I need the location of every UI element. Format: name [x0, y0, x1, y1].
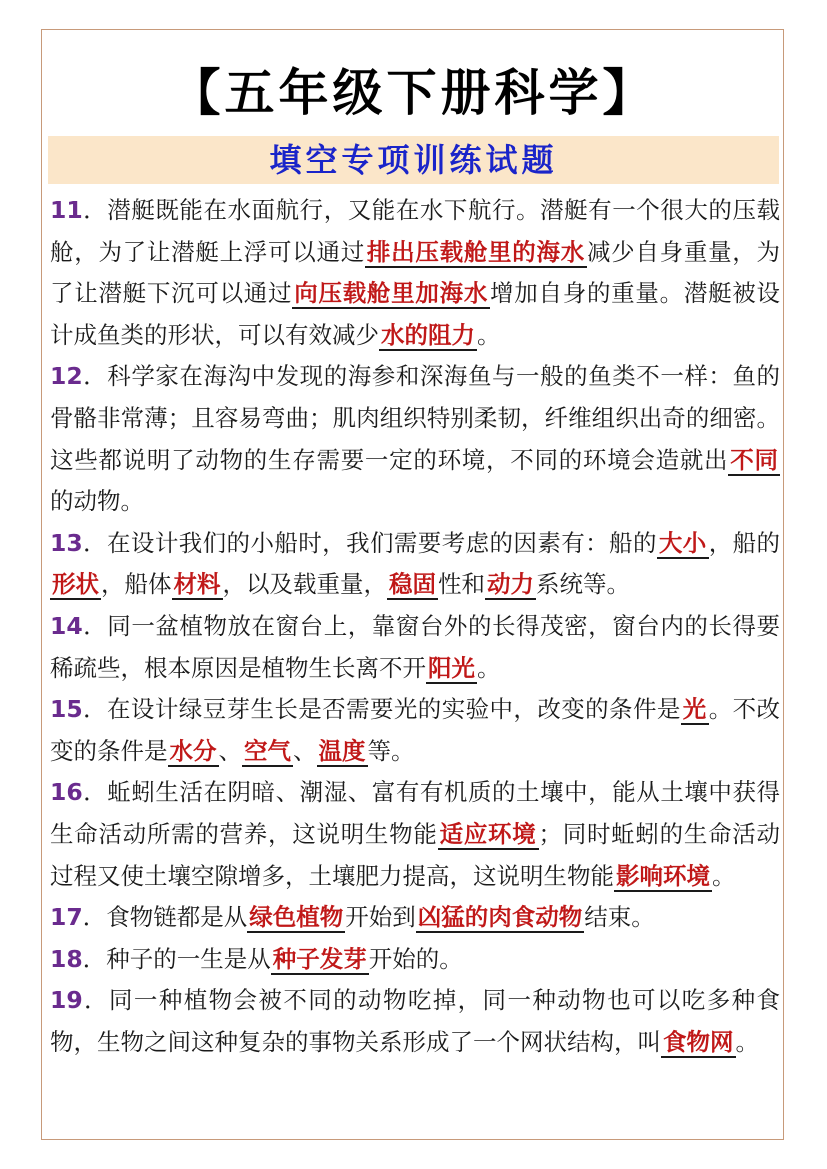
- question-text: 、: [218, 736, 242, 765]
- question-text: ．科学家在海沟中发现的海参和深海鱼与一般的鱼类不一样：鱼的骨骼非常薄；且容易弯曲；肌肉组织特别柔韧，纤维组织出奇的细密。这些都说明了动物的生存需要一定的环境，不同的环境会造就出: [50, 362, 780, 474]
- question-text: 性和: [438, 570, 485, 599]
- page-title: 【五年级下册科学】: [170, 64, 657, 122]
- question-item: [50, 939, 780, 981]
- question-text: 、: [293, 736, 317, 765]
- question-text: ．同一盆植物放在窗台上，靠窗台外的长得茂密，窗台内的长得要稀疏些，根本原因是植物生长离不开: [50, 611, 780, 682]
- answer-blank: 大小: [658, 528, 707, 557]
- question-item: [50, 980, 780, 1063]
- question-text: 增加自身的重量。潜艇被设计成鱼类的形状，可以有效减少: [50, 279, 781, 349]
- question-text: ．同一种植物会被不同的动物吃掉，同一种动物也可以吃多种食物，生物之间这种复杂的事物关系形成了一个网状结构，叫: [50, 986, 780, 1056]
- answer-blank: 光: [682, 695, 707, 724]
- question-text: 的动物。: [50, 487, 144, 516]
- question-text: ，船的: [708, 528, 781, 557]
- answer-blank: 形状: [52, 570, 99, 599]
- question-number: 16: [50, 778, 83, 807]
- answer-blank: 排出压载舱里的海水: [366, 237, 585, 266]
- question-number: 14: [50, 611, 83, 640]
- question-text: ．潜艇既能在水面航行，又能在水下航行。潜艇有一个很大的压载舱，为了让潜艇上浮可以通过: [50, 196, 780, 266]
- question-text: ．蚯蚓生活在阴暗、潮湿、富有有机质的土壤中，能从土壤中获得生命活动所需的营养，这说明生物能: [50, 778, 780, 848]
- question-text: ，以及载重量，: [222, 570, 387, 599]
- answer-blank: 种子发芽: [272, 944, 367, 973]
- answer-blank: 空气: [244, 736, 291, 765]
- question-number: 19: [50, 986, 83, 1015]
- answer-blank: 食物网: [663, 1027, 734, 1056]
- question-number: 17: [50, 903, 83, 932]
- question-text: 减少自身重量，为了让潜艇下沉可以通过: [50, 237, 781, 308]
- question-text: ．食物链都是从: [82, 903, 248, 932]
- question-number: 15: [50, 695, 83, 724]
- question-item: [50, 523, 780, 606]
- answer-blank: 向压载舱里加海水: [294, 279, 489, 308]
- question-text: ．在设计绿豆芽生长是否需要光的实验中，改变的条件是: [82, 695, 681, 724]
- question-text: ．种子的一生是从: [82, 944, 271, 973]
- question-text: 。不改变的条件是: [50, 695, 781, 765]
- page-subtitle: 填空专项训练试题: [269, 141, 558, 179]
- question-text: 开始的。: [368, 944, 463, 973]
- answer-blank: 水的阻力: [381, 320, 475, 349]
- answer-blank: 绿色植物: [249, 903, 344, 932]
- answer-blank: 影响环境: [616, 861, 710, 890]
- question-item: [50, 356, 780, 522]
- question-number: 18: [50, 944, 83, 973]
- answer-blank: 适应环境: [439, 819, 537, 848]
- question-number: 12: [50, 362, 83, 391]
- answer-blank: 温度: [318, 736, 366, 765]
- question-item: [50, 606, 780, 689]
- question-item: [50, 772, 780, 897]
- question-list: [50, 190, 780, 1063]
- answer-blank: 稳固: [389, 570, 436, 599]
- question-text: ．在设计我们的小船时，我们需要考虑的因素有：船的: [82, 528, 657, 557]
- answer-blank: 动力: [487, 570, 534, 599]
- question-text: 等。: [367, 736, 415, 765]
- answer-blank: 水分: [169, 736, 217, 765]
- question-text: 。: [712, 861, 736, 890]
- question-text: ，船体: [101, 570, 172, 599]
- question-text: 。: [735, 1027, 759, 1056]
- question-number: 11: [50, 196, 83, 224]
- question-text: 开始到: [345, 903, 416, 932]
- question-number: 13: [50, 528, 83, 557]
- question-text: 系统等。: [536, 570, 630, 599]
- question-item: [50, 897, 780, 939]
- question-text: 。: [477, 653, 501, 682]
- question-text: 结束。: [584, 903, 655, 932]
- question-text: 。: [477, 320, 501, 349]
- question-item: [50, 689, 780, 772]
- answer-blank: 材料: [173, 570, 221, 599]
- answer-blank: 阳光: [428, 653, 475, 682]
- answer-blank: 不同: [730, 445, 779, 474]
- answer-blank: 凶猛的肉食动物: [417, 903, 583, 932]
- question-item: [50, 190, 780, 356]
- question-text: ；同时蚯蚓的生命活动过程又使土壤空隙增多，土壤肥力提高，这说明生物能: [50, 819, 781, 890]
